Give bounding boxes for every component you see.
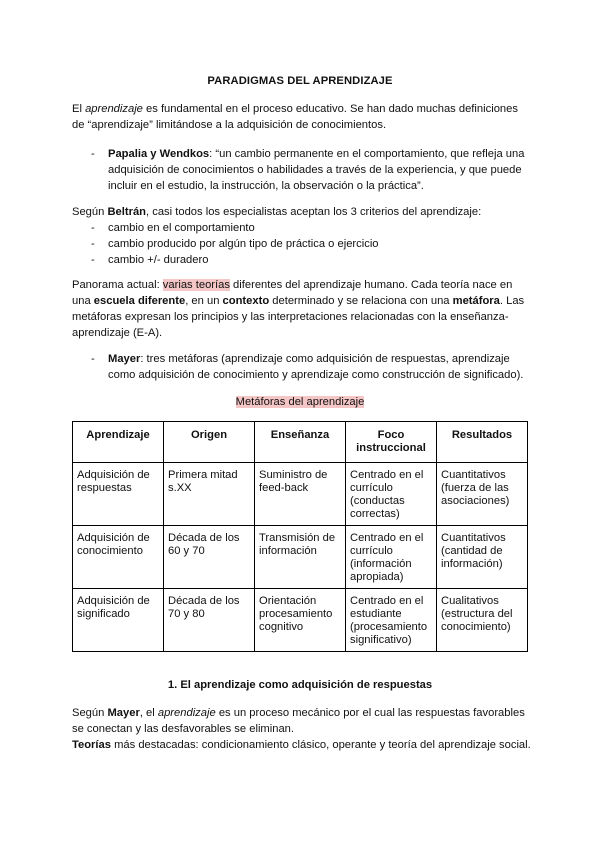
metaphors-table xyxy=(72,421,528,652)
table-cell: Orientación procesamiento cognitivo xyxy=(255,589,346,652)
table-row xyxy=(73,589,528,652)
bold-term: metáfora xyxy=(452,295,500,307)
intro-text-rest: es fundamental en el proceso educativo. Se han dado muchas definiciones de “aprendizaje” limitándose a la adquisición de conocimientos. xyxy=(72,103,518,131)
section-heading: 1. El aprendizaje como adquisición de respuestas xyxy=(167,679,433,691)
table-cell: Cualitativos (estructura del conocimiento) xyxy=(437,589,528,652)
bullet-dash: - xyxy=(91,238,95,250)
teorias-label: Teorías xyxy=(72,739,111,751)
mayer-metaphors xyxy=(108,351,528,383)
panorama-text: . Las metáforas expresan los principios y las interpretaciones relacionadas con la enseñanza-aprendizaje (E-A). xyxy=(72,295,525,339)
intro-paragraph xyxy=(72,101,532,133)
bullet-dash: - xyxy=(91,254,95,266)
header-origen: Origen xyxy=(164,422,255,463)
table-cell: Cuantitativos (fuerza de las asociaciones) xyxy=(437,463,528,526)
bold-term: contexto xyxy=(222,295,270,307)
table-cell: Adquisición de conocimiento xyxy=(73,526,164,589)
table-cell: Centrado en el estudiante (procesamiento significativo) xyxy=(346,589,437,652)
section1-emphasis: aprendizaje xyxy=(157,707,216,719)
mayer-text: : tres metáforas (aprendizaje como adquisición de respuestas, aprendizaje como adquisición de conocimiento y aprendizaje como construcción de significado). xyxy=(108,353,524,381)
beltran-lead: Según xyxy=(72,206,108,218)
beltran-author: Beltrán xyxy=(107,206,147,218)
criterion-item: cambio producido por algún tipo de práctica o ejercicio xyxy=(108,238,379,250)
beltran-text: , casi todos los especialistas aceptan los 3 criterios del aprendizaje: xyxy=(146,206,482,218)
papalia-definition xyxy=(108,146,528,194)
panorama-text: , en un xyxy=(185,295,223,307)
section1-text: es un proceso mecánico por el cual las respuestas favorables se conectan y las desfavorables se eliminan. xyxy=(72,707,525,735)
panorama-paragraph xyxy=(72,277,532,341)
table-cell: Primera mitad s.XX xyxy=(164,463,255,526)
header-resultados: Resultados xyxy=(437,422,528,463)
table-cell: Centrado en el currículo (conductas correctas) xyxy=(346,463,437,526)
criterion-item: cambio en el comportamiento xyxy=(108,222,255,234)
bullet-dash: - xyxy=(91,222,95,234)
mayer-author: Mayer xyxy=(108,353,141,365)
table-cell: Transmisión de información xyxy=(255,526,346,589)
table-row xyxy=(73,526,528,589)
papalia-quote: : “un cambio permanente en el comportamiento, que refleja una adquisición de conocimientos o habilidades a través de la experiencia, y que puede incluir en el estudio, la instrucción, la observación o la práctica”. xyxy=(108,148,525,192)
table-cell: Década de los 70 y 80 xyxy=(164,589,255,652)
header-ensenanza: Enseñanza xyxy=(255,422,346,463)
table-cell: Adquisición de significado xyxy=(73,589,164,652)
beltran-paragraph xyxy=(72,204,532,220)
bullet-dash: - xyxy=(91,353,95,365)
section1-text: Según xyxy=(72,707,108,719)
table-cell: Cuantitativos (cantidad de información) xyxy=(437,526,528,589)
panorama-text: diferentes del aprendizaje humano. Cada teoría nace en una xyxy=(72,279,513,307)
table-header-row xyxy=(73,422,528,463)
table-cell: Década de los 60 y 70 xyxy=(164,526,255,589)
header-aprendizaje: Aprendizaje xyxy=(73,422,164,463)
section1-paragraph xyxy=(72,705,532,753)
bullet-dash: - xyxy=(91,148,95,160)
papalia-author: Papalia y Wendkos xyxy=(108,148,210,160)
section1-text: , el xyxy=(139,707,158,719)
header-foco: Foco instruccional xyxy=(346,422,437,463)
table-cell: Suministro de feed-back xyxy=(255,463,346,526)
caption-text: Metáforas del aprendizaje xyxy=(235,396,365,408)
highlighted-text: varias teorías xyxy=(162,279,230,291)
bold-term: escuela diferente xyxy=(93,295,186,307)
table-caption xyxy=(72,394,528,410)
intro-text-start: El xyxy=(72,103,86,115)
mayer-author: Mayer xyxy=(107,707,140,719)
page-title: PARADIGMAS DEL APRENDIZAJE xyxy=(207,75,393,87)
table-cell: Centrado en el currículo (información apropiada) xyxy=(346,526,437,589)
teorias-text: más destacadas: condicionamiento clásico, operante y teoría del aprendizaje social. xyxy=(110,739,531,751)
criterion-item: cambio +/- duradero xyxy=(108,254,209,266)
table-cell: Adquisición de respuestas xyxy=(73,463,164,526)
intro-emphasis: aprendizaje xyxy=(85,103,143,115)
table-row xyxy=(73,463,528,526)
panorama-text: Panorama actual: xyxy=(72,279,163,291)
panorama-text: determinado y se relaciona con una xyxy=(269,295,453,307)
